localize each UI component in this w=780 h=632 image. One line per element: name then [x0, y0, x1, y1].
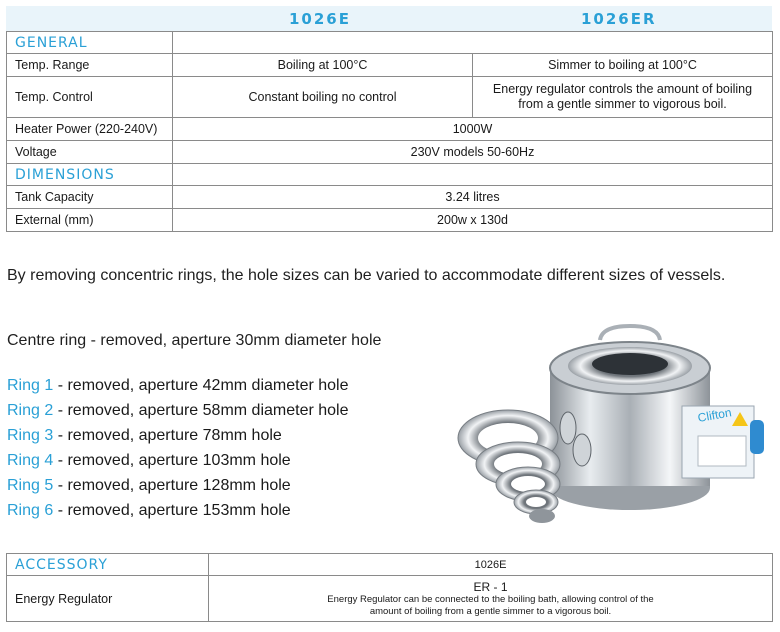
- ring-name: Ring 1: [7, 377, 54, 394]
- cell-value: 200w x 130d: [173, 209, 773, 232]
- ring-text: - removed, aperture 153mm hole: [53, 502, 291, 519]
- section-dimensions-row: [7, 164, 773, 186]
- boiling-bath-photo: [450, 318, 775, 530]
- cell-value: 1000W: [173, 118, 773, 141]
- ring-list: [7, 373, 349, 523]
- concentric-rings: [458, 410, 560, 523]
- list-item: [7, 398, 349, 423]
- section-general: GENERAL: [7, 32, 173, 54]
- accessory-detail: [209, 576, 773, 622]
- cell-value: 3.24 litres: [173, 186, 773, 209]
- centre-ring-line: Centre ring - removed, aperture 30mm diameter hole: [7, 332, 382, 349]
- ring-text: - removed, aperture 78mm hole: [53, 427, 282, 444]
- row-label: Voltage: [7, 141, 173, 164]
- list-item: [7, 373, 349, 398]
- accessory-table: [6, 553, 773, 622]
- table-row: [7, 141, 773, 164]
- table-row: [7, 209, 773, 232]
- ring-text: - removed, aperture 58mm diameter hole: [53, 402, 349, 419]
- row-label: Temp. Range: [7, 54, 173, 77]
- spec-header: [6, 6, 772, 31]
- ring-name: Ring 5: [7, 477, 54, 494]
- spec-table: [6, 31, 773, 232]
- accessory-header-row: [7, 554, 773, 576]
- intro-paragraph: By removing concentric rings, the hole sizes can be varied to accommodate different sizes of vessels.: [7, 267, 726, 284]
- accessory-code: ER - 1: [473, 579, 508, 594]
- cell-1026e: Constant boiling no control: [173, 77, 473, 118]
- cell-1026er: Energy regulator controls the amount of boiling from a gentle simmer to vigorous boil.: [473, 77, 773, 118]
- ring-name: Ring 2: [7, 402, 54, 419]
- table-row: [7, 54, 773, 77]
- control-box: [682, 405, 764, 478]
- ring-text: - removed, aperture 42mm diameter hole: [53, 377, 349, 394]
- list-item: [7, 448, 349, 473]
- brand-label: Clifton: [696, 405, 733, 426]
- cell-value: 230V models 50-60Hz: [173, 141, 773, 164]
- cell-1026er: Simmer to boiling at 100°C: [473, 54, 773, 77]
- list-item: [7, 473, 349, 498]
- ring-text: - removed, aperture 103mm hole: [53, 452, 291, 469]
- table-row: [7, 118, 773, 141]
- ring-name: Ring 3: [7, 427, 54, 444]
- row-label: Temp. Control: [7, 77, 173, 118]
- ring-name: Ring 6: [7, 502, 54, 519]
- cell-1026e: Boiling at 100°C: [173, 54, 473, 77]
- section-accessory: ACCESSORY: [7, 554, 209, 576]
- model-header-1026e: 1026E: [289, 10, 351, 28]
- list-item: [7, 423, 349, 448]
- row-label: Heater Power (220-240V): [7, 118, 173, 141]
- table-row: [7, 77, 773, 118]
- section-general-row: [7, 32, 773, 54]
- row-label: Energy Regulator: [7, 576, 209, 622]
- ring-text: - removed, aperture 128mm hole: [53, 477, 291, 494]
- table-row: [7, 576, 773, 622]
- accessory-model: 1026E: [209, 554, 773, 576]
- model-header-1026er: 1026ER: [581, 10, 657, 28]
- list-item: [7, 498, 349, 523]
- section-dimensions: DIMENSIONS: [7, 164, 173, 186]
- accessory-description: Energy Regulator can be connected to the boiling bath, allowing control of the amount of boiling from a gentle simmer to a vigorous boil.: [327, 593, 654, 617]
- table-row: [7, 186, 773, 209]
- row-label: Tank Capacity: [7, 186, 173, 209]
- ring-name: Ring 4: [7, 452, 54, 469]
- row-label: External (mm): [7, 209, 173, 232]
